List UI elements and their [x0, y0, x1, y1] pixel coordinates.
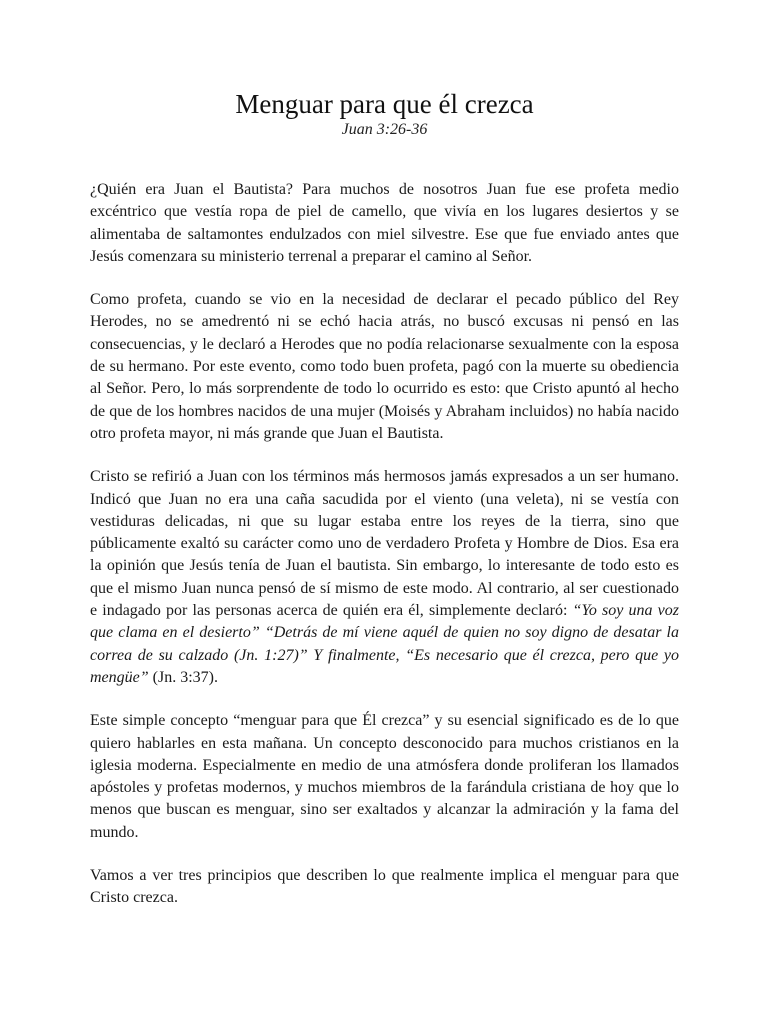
paragraph-3: [90, 466, 679, 689]
paragraph-2: Como profeta, cuando se vio en la necesidad de declarar el pecado público del Rey Herodes, no se amedrentó ni se echó hacia atrás, no buscó excusas ni pensó en las consecuencias, y le declaró a Herodes que no podía relacionarse sexualmente con la esposa de su hermano. Por este evento, como todo buen profeta, pagó con la muerte su obediencia al Señor. Pero, lo más sorprendente de todo lo ocurrido es esto: que Cristo apuntó al hecho de que de los hombres nacidos de una mujer (Moisés y Abraham incluidos) no había nacido otro profeta mayor, ni más grande que Juan el Bautista.: [90, 291, 679, 442]
paragraph-5: Vamos a ver tres principios que describen lo que realmente implica el menguar para que Cristo crezca.: [90, 867, 679, 907]
paragraph-3-quote: “Yo soy una voz que clama en el desierto” “Detrás de mí viene aquél de quien no soy digno de desatar la correa de su calzado (Jn. 1:27)” Y finalmente, “Es necesario que él crezca, pero que yo mengüe”: [90, 602, 679, 686]
paragraph-4: Este simple concepto “menguar para que Él crezca” y su esencial significado es de lo que quiero hablarles en esta mañana. Un concepto desconocido para muchos cristianos en la iglesia moderna. Especialmente en medio de una atmósfera donde proliferan los llamados apóstoles y profetas modernos, y muchos miembros de la farándula cristiana de hoy que lo menos que buscan es menguar, sino ser exaltados y alcanzar la admiración y la fama del mundo.: [90, 712, 679, 841]
document-page: [90, 88, 679, 910]
paragraph-1: ¿Quién era Juan el Bautista? Para muchos de nosotros Juan fue ese profeta medio excéntrico que vestía ropa de piel de camello, que vivía en los lugares desiertos y se alimentaba de saltamontes endulzados con miel silvestre. Ese que fue enviado antes que Jesús comenzara su ministerio terrenal a preparar el camino al Señor.: [90, 181, 679, 265]
scripture-reference: Juan 3:26-36: [341, 121, 428, 138]
document-title: Menguar para que él crezca: [235, 89, 534, 119]
paragraph-3-text-before: Cristo se refirió a Juan con los términos más hermosos jamás expresados a un ser humano. Indicó que Juan no era una caña sacudida por el viento (una veleta), ni se vestía con vestiduras delicadas, ni que su lugar estaba entre los reyes de la tierra, sino que públicamente exaltó su carácter como uno de verdadero Profeta y Hombre de Dios. Esa era la opinión que Jesús tenía de Juan el bautista. Sin embargo, lo interesante de todo esto es que el mismo Juan nunca pensó de sí mismo de este modo. Al contrario, al ser cuestionado e indagado por las personas acerca de quién era él, simplemente declaró:: [90, 468, 679, 620]
paragraph-3-text-after: (Jn. 3:37).: [148, 668, 218, 686]
